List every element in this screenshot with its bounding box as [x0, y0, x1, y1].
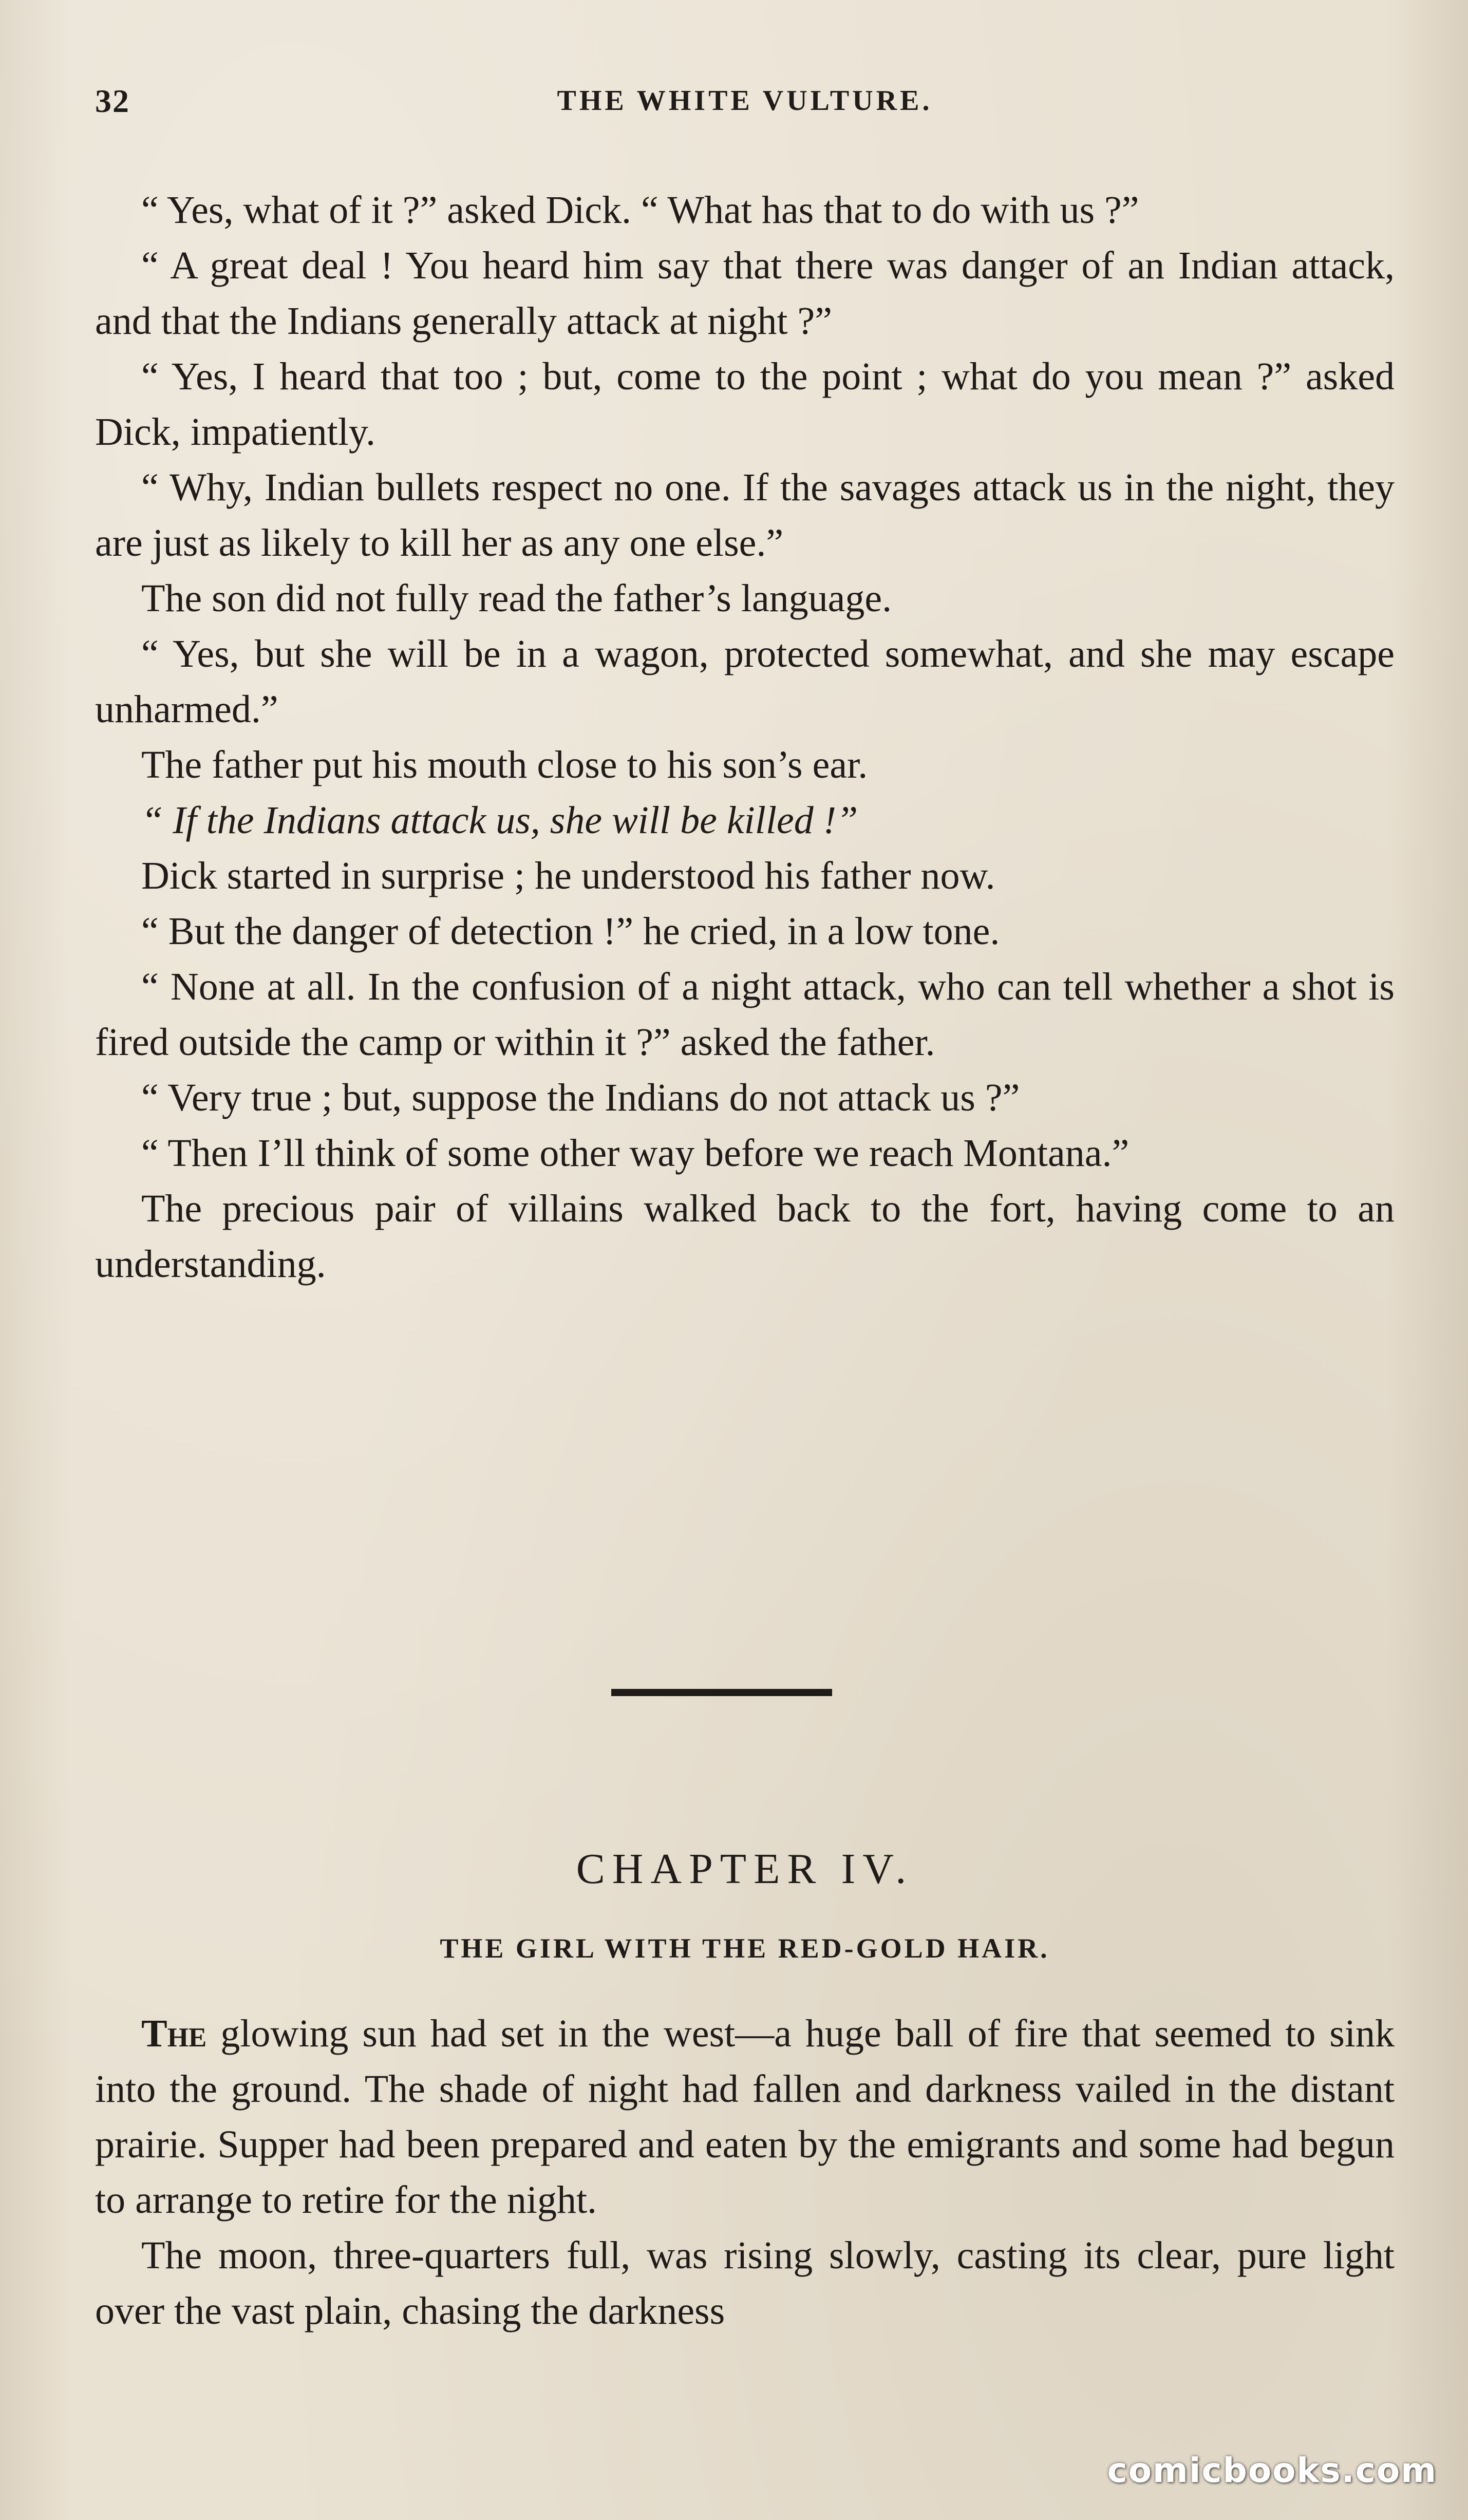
paragraph: “ Why, Indian bullets respect no one. If the savages attack us in the night, they are just as likely to kill her as any one else.”	[95, 466, 1395, 565]
watermark: comicbooks.com	[1107, 2451, 1437, 2490]
section-divider-rule	[611, 1689, 832, 1696]
paragraph: “ Yes, what of it ?” asked Dick. “ What has that to do with us ?”	[141, 189, 1139, 232]
chapter-first-word: The	[141, 2012, 207, 2055]
chapter-paragraph	[95, 2006, 1395, 2228]
paragraph: The precious pair of villains walked back to the fort, having come to an understanding.	[95, 1187, 1395, 1286]
paragraph: “ Very true ; but, suppose the Indians do not attack us ?”	[141, 1076, 1020, 1119]
paragraph-italic: “ If the Indians attack us, she will be killed !”	[141, 799, 858, 842]
paragraph: “ A great deal ! You heard him say that there was danger of an Indian attack, and that the Indians generally attack at night ?”	[95, 244, 1395, 343]
chapter-heading: CHAPTER IV.	[576, 1845, 914, 1893]
paragraph: The son did not fully read the father’s language.	[141, 577, 892, 620]
chapter-text	[95, 2006, 1395, 2339]
paragraph: “ But the danger of detection !” he cried, in a low tone.	[141, 910, 1000, 953]
paragraph: “ Yes, I heard that too ; but, come to the point ; what do you mean ?” asked Dick, impatiently.	[95, 355, 1395, 454]
running-title: THE WHITE VULTURE.	[557, 85, 933, 117]
chapter-paragraph-rest: glowing sun had set in the west—a huge ball of fire that seemed to sink into the ground. The shade of night had fallen and darkness vailed in the distant prairie. Supper had been prepared and eaten by the emigrants and some had begun to arrange to retire for the night.	[95, 2012, 1395, 2222]
page-number: 32	[95, 83, 130, 119]
paragraph: “ Yes, but she will be in a wagon, protected somewhat, and she may escape unharmed.”	[95, 632, 1395, 731]
paragraph: The father put his mouth close to his son’s ear.	[141, 743, 868, 786]
paragraph: “ Then I’ll think of some other way before we reach Montana.”	[141, 1132, 1130, 1175]
body-text	[95, 182, 1395, 1292]
paragraph: Dick started in surprise ; he understood his father now.	[141, 854, 995, 897]
chapter-paragraph: The moon, three-quarters full, was rising slowly, casting its clear, pure light over the vast plain, chasing the darkness	[95, 2234, 1395, 2333]
chapter-subtitle: THE GIRL WITH THE RED-GOLD HAIR.	[440, 1933, 1050, 1964]
paragraph: “ None at all. In the confusion of a night attack, who can tell whether a shot is fired outside the camp or within it ?” asked the father.	[95, 965, 1395, 1064]
running-header	[95, 82, 1395, 123]
